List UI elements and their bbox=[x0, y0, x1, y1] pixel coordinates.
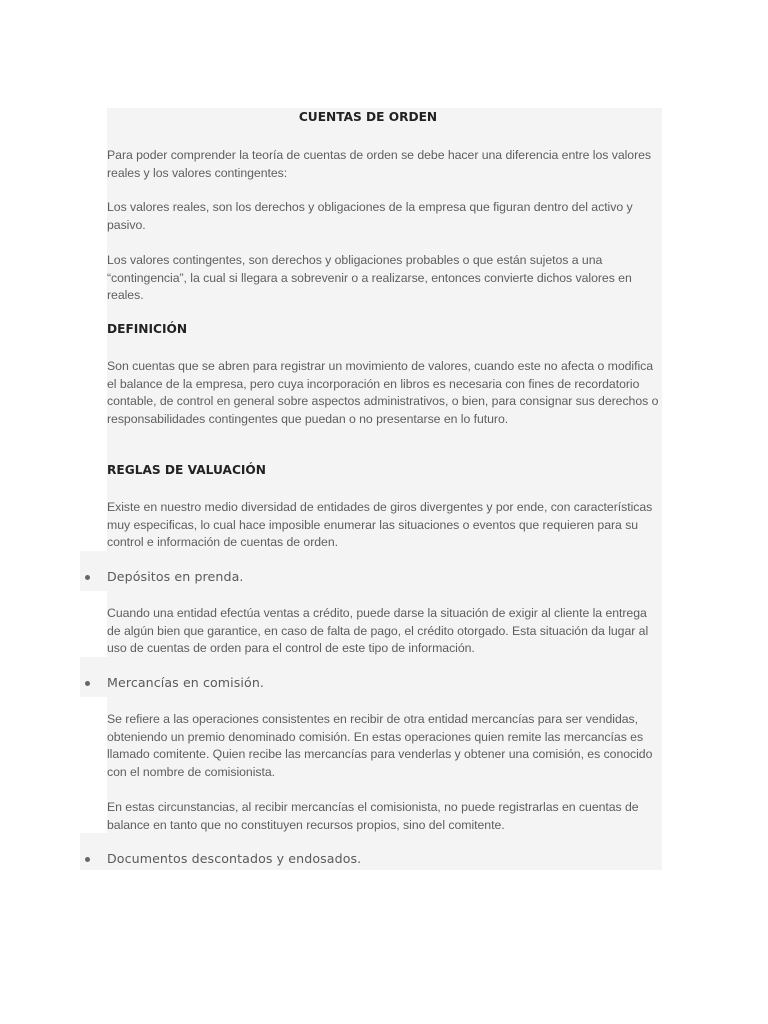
valores-reales-paragraph: Los valores reales, son los derechos y obligaciones de la empresa que figuran dentro del activo y pasivo. bbox=[107, 200, 633, 232]
item-paragraph: En estas circunstancias, al recibir mercancías el comisionista, no puede registrarlas en cuentas de balance en tanto que no constituyen recursos propios, sino del comitente. bbox=[107, 800, 639, 832]
item-paragraph: Se refiere a las operaciones consistentes en recibir de otra entidad mercancías para ser vendidas, obteniendo un premio denominado comisión. En estas operaciones quien remite las mercancías es llamado comitente. Quien recibe las mercancías para venderlas y obtener una comisión, es conocido con el nombre de comisionista. bbox=[107, 712, 653, 779]
valores-contingentes-paragraph: Los valores contingentes, son derechos y obligaciones probables o que están sujetos a una “contingencia”, la cual si llegara a sobrevenir o a realizarse, entonces convierte dichos valores en reales. bbox=[107, 253, 632, 303]
document-title: CUENTAS DE ORDEN bbox=[298, 110, 438, 124]
bullet-band bbox=[80, 657, 107, 697]
bullet-icon bbox=[85, 575, 90, 580]
list-item: Depósitos en prenda. bbox=[107, 569, 244, 584]
intro-paragraph: Para poder comprender la teoría de cuentas de orden se debe hacer una diferencia entre los valores reales y los valores contingentes: bbox=[107, 148, 652, 180]
list-item: Mercancías en comisión. bbox=[107, 675, 265, 690]
bullet-band bbox=[80, 833, 107, 870]
definicion-heading: DEFINICIÓN bbox=[107, 322, 188, 336]
list-item: Documentos descontados y endosados. bbox=[107, 851, 362, 866]
bullet-band bbox=[80, 551, 107, 591]
reglas-heading: REGLAS DE VALUACIÓN bbox=[107, 463, 266, 477]
definicion-paragraph: Son cuentas que se abren para registrar un movimiento de valores, cuando este no afecta o modifica el balance de la empresa, pero cuya incorporación en libros es necesaria con fines de recordatorio contable, de control en general sobre aspectos administrativos, o bien, para consignar sus derechos o responsabilidades contingentes que puedan o no presentarse en lo futuro. bbox=[107, 359, 659, 426]
bullet-icon bbox=[85, 681, 90, 686]
bullet-icon bbox=[85, 857, 90, 862]
reglas-paragraph: Existe en nuestro medio diversidad de entidades de giros divergentes y por ende, con características muy especificas, lo cual hace imposible enumerar las situaciones o eventos que requieren para su control e información de cuentas de orden. bbox=[107, 500, 653, 550]
item-paragraph: Cuando una entidad efectúa ventas a crédito, puede darse la situación de exigir al cliente la entrega de algún bien que garantice, en caso de falta de pago, el crédito otorgado. Esta situación da lugar al uso de cuentas de orden para el control de este tipo de información. bbox=[107, 606, 649, 656]
